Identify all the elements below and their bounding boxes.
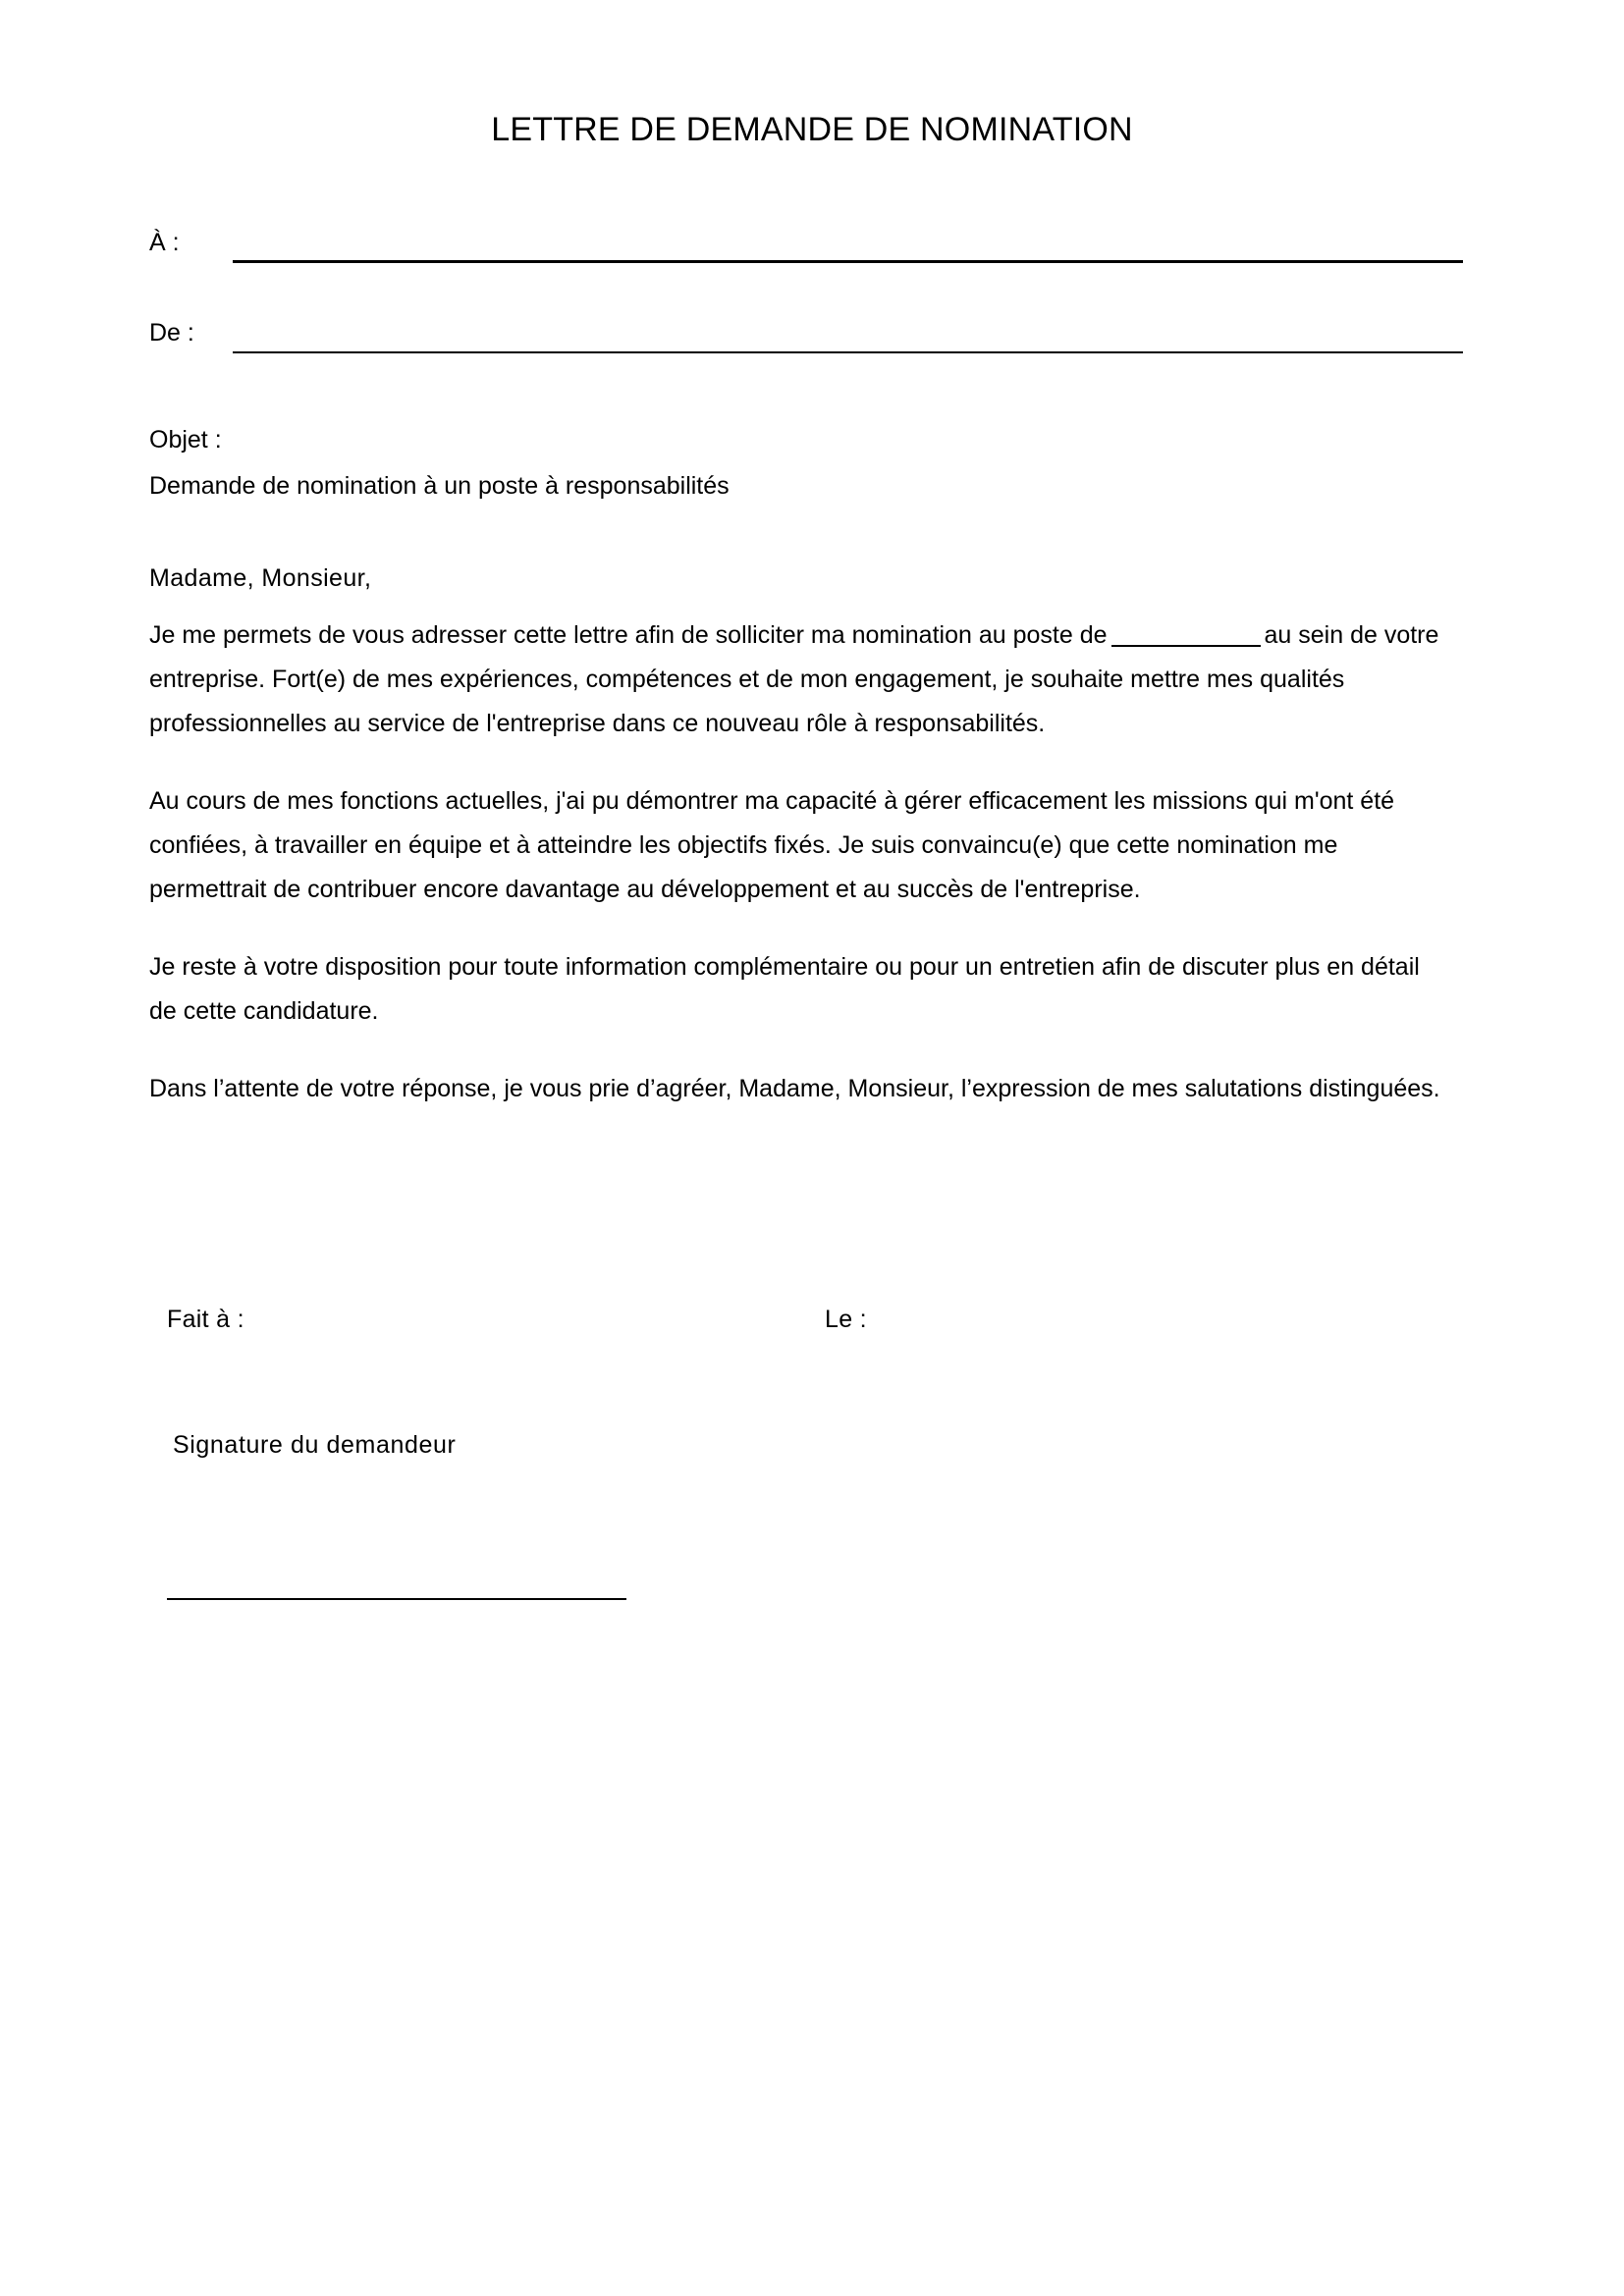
recipient-to-input-rule[interactable] (233, 260, 1463, 263)
signature-label: Signature du demandeur (173, 1431, 457, 1459)
recipient-to-row (149, 226, 1475, 265)
paragraph-3: Je reste à votre disposition pour toute information complémentaire ou pour un entretien afin de discuter plus en détail de cette candidature. (149, 953, 1420, 1025)
place-label[interactable]: Fait à : (167, 1306, 244, 1333)
recipient-from-input-rule[interactable] (233, 351, 1463, 353)
letter-body (149, 614, 1445, 1111)
paragraph-4: Dans l’attente de votre réponse, je vous prie d’agréer, Madame, Monsieur, l’expression de mes salutations distinguées. (149, 1075, 1440, 1102)
paragraph-1-text-before-blank: Je me permets de vous adresser cette lettre afin de solliciter ma nomination au poste de (149, 621, 1108, 649)
object-block (149, 417, 1475, 509)
place-date-row (167, 1303, 1443, 1342)
position-blank-field[interactable] (1111, 645, 1261, 647)
paragraph-1-text-after-blank: au sein de votre entreprise. Fort(e) de mes expériences, compétences et de mon engagement, je souhaite mettre mes qualités professionnelles au service de l'entreprise dans ce nouveau rôle à responsabilités. (149, 621, 1439, 737)
signature-line[interactable] (167, 1598, 626, 1600)
paragraph-2: Au cours de mes fonctions actuelles, j'ai pu démontrer ma capacité à gérer efficacement les missions qui m'ont été confiées, à travailler en équipe et à atteindre les objectifs fixés. Je suis convaincu(e) que cette nomination me permettrait de contribuer encore davantage au développement et au succès de l'entreprise. (149, 787, 1395, 903)
date-label[interactable]: Le : (825, 1306, 867, 1333)
object-label: Objet : (149, 426, 222, 454)
object-text: Demande de nomination à un poste à responsabilités (149, 472, 730, 500)
recipient-from-row (149, 316, 1475, 355)
salutation: Madame, Monsieur, (149, 564, 372, 592)
page-title: LETTRE DE DEMANDE DE NOMINATION (491, 111, 1133, 148)
recipient-from-label: De : (149, 319, 194, 347)
paragraph-1 (149, 614, 1445, 746)
recipient-to-label: À : (149, 229, 180, 256)
